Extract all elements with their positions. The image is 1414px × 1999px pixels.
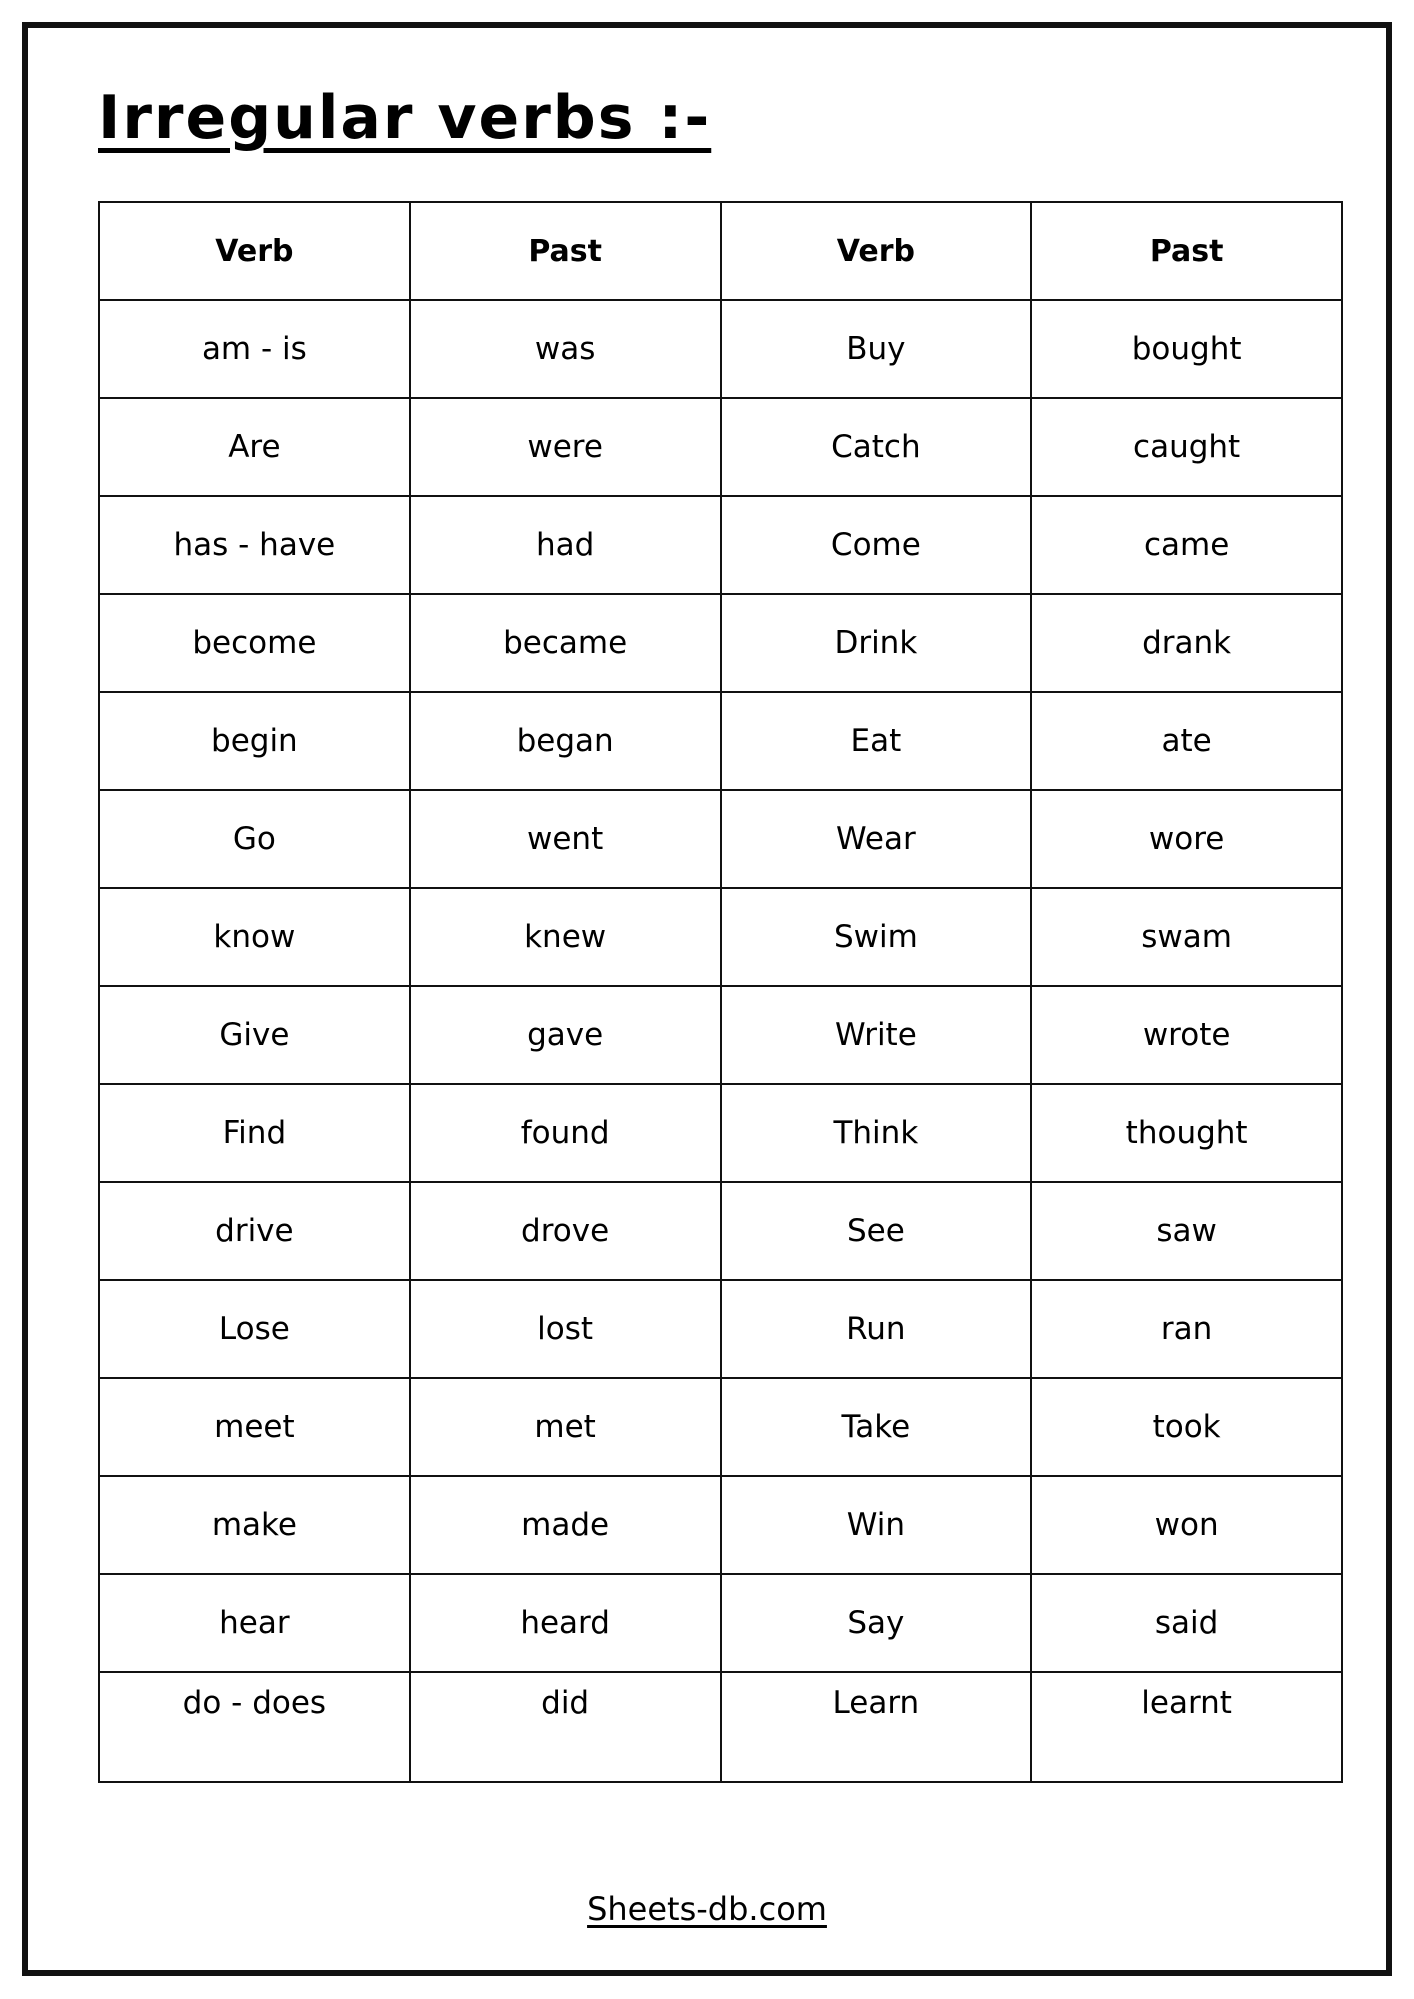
page-title: Irregular verbs :- <box>98 83 712 153</box>
table-row <box>99 790 1342 888</box>
table-row <box>99 1182 1342 1280</box>
verb-cell: Give <box>99 986 410 1084</box>
past-cell: knew <box>410 888 721 986</box>
past-cell: drank <box>1031 594 1342 692</box>
verb-cell: hear <box>99 1574 410 1672</box>
past-cell: found <box>410 1084 721 1182</box>
table-row <box>99 888 1342 986</box>
past-cell: did <box>410 1672 721 1782</box>
past-cell: won <box>1031 1476 1342 1574</box>
verb-cell: Take <box>721 1378 1032 1476</box>
verb-cell: do - does <box>99 1672 410 1782</box>
verb-cell: Come <box>721 496 1032 594</box>
verb-cell: begin <box>99 692 410 790</box>
verb-cell: am - is <box>99 300 410 398</box>
verb-cell: Win <box>721 1476 1032 1574</box>
past-cell: had <box>410 496 721 594</box>
verb-cell: Catch <box>721 398 1032 496</box>
header-verb: Verb <box>721 202 1032 300</box>
past-cell: heard <box>410 1574 721 1672</box>
table-row <box>99 1574 1342 1672</box>
table-header-row <box>99 202 1342 300</box>
past-cell: came <box>1031 496 1342 594</box>
table-row <box>99 1280 1342 1378</box>
verb-cell: drive <box>99 1182 410 1280</box>
past-cell: ran <box>1031 1280 1342 1378</box>
past-cell: wore <box>1031 790 1342 888</box>
past-cell: drove <box>410 1182 721 1280</box>
verb-cell: meet <box>99 1378 410 1476</box>
verb-cell: Run <box>721 1280 1032 1378</box>
past-cell: wrote <box>1031 986 1342 1084</box>
verb-cell: know <box>99 888 410 986</box>
past-cell: caught <box>1031 398 1342 496</box>
verb-cell: Learn <box>721 1672 1032 1782</box>
table-row <box>99 1084 1342 1182</box>
table-row <box>99 1476 1342 1574</box>
verb-cell: Wear <box>721 790 1032 888</box>
past-cell: went <box>410 790 721 888</box>
past-cell: became <box>410 594 721 692</box>
table-row <box>99 496 1342 594</box>
verb-cell: Eat <box>721 692 1032 790</box>
header-past: Past <box>410 202 721 300</box>
table-row <box>99 1672 1342 1782</box>
verb-cell: Lose <box>99 1280 410 1378</box>
verb-cell: Buy <box>721 300 1032 398</box>
past-cell: saw <box>1031 1182 1342 1280</box>
past-cell: lost <box>410 1280 721 1378</box>
past-cell: began <box>410 692 721 790</box>
past-cell: made <box>410 1476 721 1574</box>
past-cell: thought <box>1031 1084 1342 1182</box>
verb-cell: Go <box>99 790 410 888</box>
past-cell: met <box>410 1378 721 1476</box>
verb-cell: Say <box>721 1574 1032 1672</box>
footer-site-link[interactable]: Sheets-db.com <box>587 1890 827 1928</box>
table-row <box>99 398 1342 496</box>
verb-cell: Find <box>99 1084 410 1182</box>
verb-cell: See <box>721 1182 1032 1280</box>
verb-cell: Swim <box>721 888 1032 986</box>
past-cell: ate <box>1031 692 1342 790</box>
past-cell: said <box>1031 1574 1342 1672</box>
verb-cell: Are <box>99 398 410 496</box>
header-past: Past <box>1031 202 1342 300</box>
verb-cell: Think <box>721 1084 1032 1182</box>
table-row <box>99 692 1342 790</box>
past-cell: took <box>1031 1378 1342 1476</box>
header-verb: Verb <box>99 202 410 300</box>
verb-cell: Drink <box>721 594 1032 692</box>
table-row <box>99 300 1342 398</box>
table-row <box>99 594 1342 692</box>
verb-cell: Write <box>721 986 1032 1084</box>
verb-cell: become <box>99 594 410 692</box>
past-cell: were <box>410 398 721 496</box>
past-cell: bought <box>1031 300 1342 398</box>
table-row <box>99 1378 1342 1476</box>
past-cell: gave <box>410 986 721 1084</box>
table-row <box>99 986 1342 1084</box>
past-cell: learnt <box>1031 1672 1342 1782</box>
past-cell: was <box>410 300 721 398</box>
irregular-verbs-table <box>98 201 1343 1783</box>
past-cell: swam <box>1031 888 1342 986</box>
verb-cell: has - have <box>99 496 410 594</box>
verb-cell: make <box>99 1476 410 1574</box>
